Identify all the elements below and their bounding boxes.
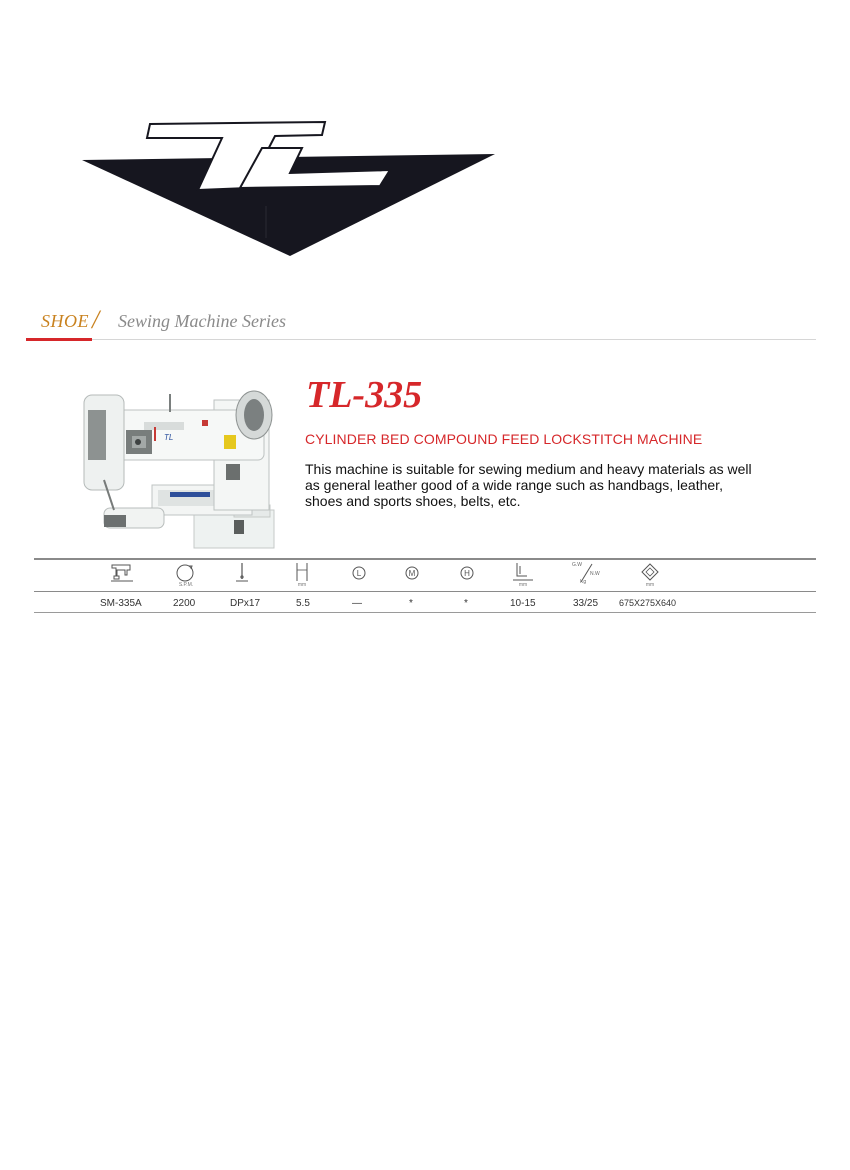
presser-lift-caption: mm [518, 582, 528, 588]
model-title: TL-335 [306, 374, 423, 416]
svg-text:M: M [408, 569, 416, 578]
machine-head-icon [110, 562, 134, 584]
spec-dimension-value: 675X275X640 [619, 598, 677, 608]
spec-stitch-length-value: 5.5 [296, 598, 310, 609]
series-name: Sewing Machine Series [118, 311, 286, 331]
table-top-rule [34, 558, 816, 560]
series-accent-line [26, 338, 92, 341]
svg-text:L: L [356, 569, 362, 578]
series-category: SHOE [41, 311, 89, 331]
speed-caption: S.P.M. [178, 582, 194, 588]
speed-icon [173, 562, 197, 584]
dimension-caption: mm [645, 582, 655, 588]
spec-table [34, 558, 816, 614]
brand-logo [80, 118, 500, 263]
series-divider-line [92, 339, 816, 340]
spec-light-value: — [352, 598, 362, 609]
needle-icon [230, 562, 254, 584]
l-circle-icon [347, 562, 371, 584]
svg-text:TL: TL [164, 433, 174, 442]
series-header [26, 305, 816, 345]
weight-gw-caption: G.W [572, 562, 582, 568]
table-header-rule [34, 591, 816, 592]
h-circle-icon [455, 562, 479, 584]
weight-unit-caption: Kg [580, 579, 587, 585]
spec-medium-value: * [409, 598, 413, 609]
table-bottom-rule [34, 612, 816, 613]
weight-nw-caption: N.W [590, 571, 600, 577]
package-dimension-icon [638, 562, 662, 584]
model-subtitle: CYLINDER BED COMPOUND FEED LOCKSTITCH MACHINE [305, 431, 703, 447]
spec-needle-value: DPx17 [230, 598, 261, 609]
series-separator: / [92, 305, 100, 334]
m-circle-icon [400, 562, 424, 584]
presser-foot-lift-icon [511, 562, 535, 584]
spec-weight-value: 33/25 [573, 598, 599, 609]
stitch-length-caption: mm [297, 582, 307, 588]
model-description: This machine is suitable for sewing medium and heavy materials as well as general leather good of a wide range such as handbags, leather, shoes and sports shoes, belts, etc. [305, 461, 752, 509]
spec-heavy-value: * [464, 598, 468, 609]
svg-text:H: H [464, 569, 470, 578]
sewing-machine-image [74, 380, 284, 550]
stitch-length-icon [290, 562, 314, 584]
spec-model-value: SM-335A [100, 598, 142, 609]
spec-speed-value: 2200 [173, 598, 196, 609]
spec-presser-lift-value: 10-15 [510, 598, 536, 609]
